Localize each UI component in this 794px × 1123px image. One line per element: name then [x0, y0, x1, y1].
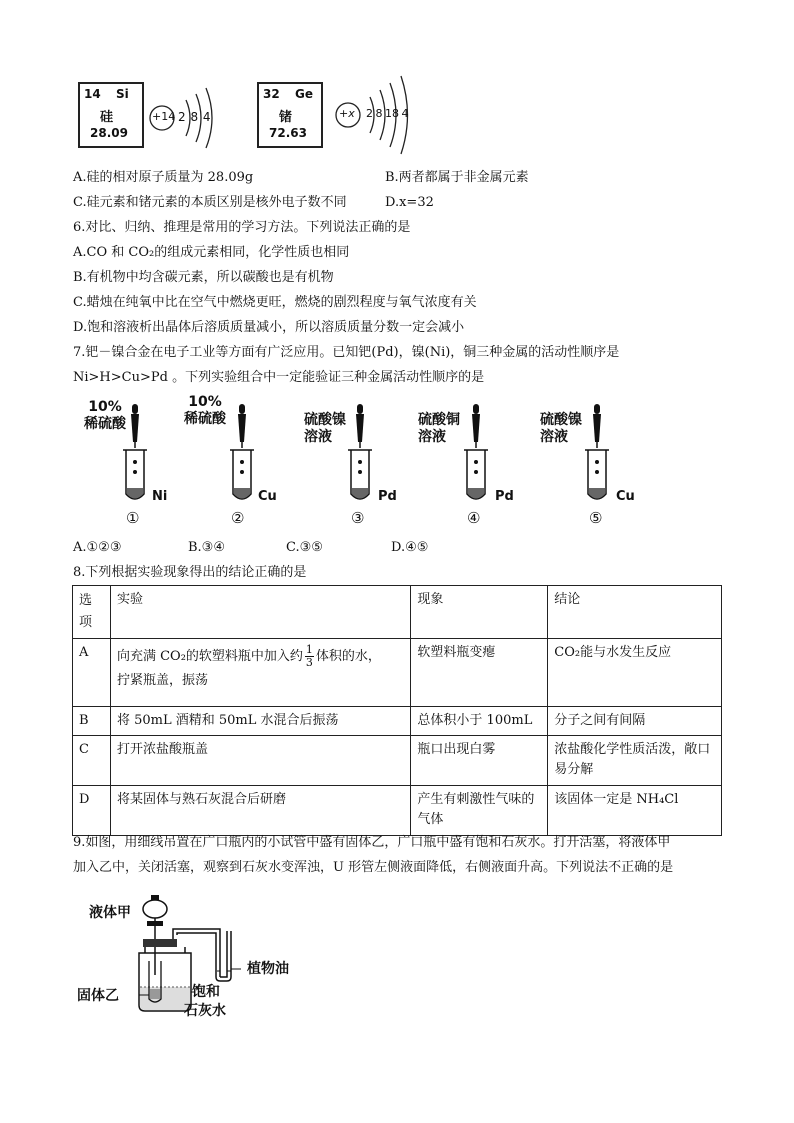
row-c-option: C	[73, 736, 111, 786]
row-a-exp-post: 体积的水，	[315, 649, 381, 664]
tube-2-dropper-and-tube	[222, 404, 262, 504]
ge-atomic-number: 32	[263, 87, 280, 101]
fraction-numerator: 1	[305, 643, 313, 656]
header-conclusion: 结论	[548, 586, 722, 639]
tube-1-metal: Ni	[152, 489, 168, 504]
tube-2-metal: Cu	[258, 489, 277, 504]
row-b-experiment: 将 50mL 酒精和 50mL 水混合后振荡	[110, 707, 410, 736]
ge-nucleus-charge: +x	[339, 107, 355, 120]
tube-4-label-line2: 溶液	[418, 429, 446, 445]
q6-option-d: D.饱和溶液析出晶体后溶质质量减小，所以溶质质量分数一定会减小	[73, 320, 465, 335]
table-row	[73, 736, 722, 786]
tube-1-label-line1: 10%	[88, 399, 122, 415]
table-row	[73, 707, 722, 736]
ge-name: 锗	[279, 110, 293, 125]
q5-option-c: C.硅元素和锗元素的本质区别是核外电子数不同	[73, 195, 347, 210]
header-experiment: 实验	[110, 586, 410, 639]
q8-stem: 8.下列根据实验现象得出的结论正确的是	[73, 565, 307, 580]
row-a-exp-line2: 拧紧瓶盖，振荡	[116, 673, 208, 688]
q8-table	[72, 585, 722, 836]
tube-5-metal: Cu	[616, 489, 635, 504]
one-third-fraction	[305, 644, 314, 669]
row-c-phenomenon: 瓶口出现白雾	[411, 736, 548, 786]
row-c-experiment: 打开浓盐酸瓶盖	[110, 736, 410, 786]
row-b-conclusion: 分子之间有间隔	[548, 707, 722, 736]
tube-1-label-line2: 稀硫酸	[84, 416, 126, 432]
tube-3-number: ③	[351, 509, 365, 527]
tube-1-dropper-and-tube	[115, 404, 155, 504]
liquid-a-label: 液体甲	[89, 905, 131, 921]
q7-stem-line1: 7.钯－镍合金在电子工业等方面有广泛应用。已知钯(Pd)，镍(Ni)，铜三种金属的活动性顺序是	[73, 345, 620, 360]
q9-stem-line2: 加入乙中，关闭活塞，观察到石灰水变浑浊，U 形管左侧液面降低，右侧液面升高。下列说法不正确的是	[73, 860, 674, 875]
q7-option-b: B.③④	[188, 540, 225, 555]
solid-b-label: 固体乙	[77, 988, 119, 1004]
row-b-phenomenon: 总体积小于 100mL	[411, 707, 548, 736]
tube-4-number: ④	[467, 509, 481, 527]
limewater-label: 石灰水	[184, 1003, 226, 1019]
tube-4-metal: Pd	[495, 489, 514, 504]
tube-5-label-line1: 硫酸镍	[540, 412, 582, 428]
tube-4-dropper-and-tube	[456, 404, 496, 504]
row-d-phenomenon: 产生有刺激性气味的气体	[411, 786, 548, 836]
q7-option-d: D.④⑤	[391, 540, 429, 555]
si-nucleus-charge: +14	[152, 110, 176, 123]
q6-option-c: C.蜡烛在纯氧中比在空气中燃烧更旺，燃烧的剧烈程度与氧气浓度有关	[73, 295, 477, 310]
table-row	[73, 786, 722, 836]
germanium-element-card	[257, 82, 323, 148]
q7-option-c: C.③⑤	[286, 540, 323, 555]
tube-4-label-line1: 硫酸铜	[418, 412, 460, 428]
row-d-experiment: 将某固体与熟石灰混合后研磨	[110, 786, 410, 836]
row-a-phenomenon: 软塑料瓶变瘪	[411, 639, 548, 707]
q6-option-b: B.有机物中均含碳元素，所以碳酸也是有机物	[73, 270, 334, 285]
si-mass: 28.09	[90, 126, 128, 140]
tube-2-label-line1: 10%	[188, 394, 222, 410]
table-header-row	[73, 586, 722, 639]
row-d-option: D	[73, 786, 111, 836]
q9-stem-line1: 9.如图，用细线吊置在广口瓶内的小试管中盛有固体乙，广口瓶中盛有饱和石灰水。打开活塞，将液体甲	[73, 835, 671, 850]
row-a-option: A	[73, 639, 111, 707]
silicon-element-card	[78, 82, 144, 148]
tube-5-label-line2: 溶液	[540, 429, 568, 445]
q6-stem: 6.对比、归纳、推理是常用的学习方法。下列说法正确的是	[73, 220, 411, 235]
ge-electron-shells: 2 8 18 4	[366, 107, 409, 120]
si-atomic-number: 14	[84, 87, 101, 101]
ge-symbol: Ge	[295, 87, 313, 101]
header-phenomenon: 现象	[411, 586, 548, 639]
si-symbol: Si	[116, 87, 129, 101]
row-a-conclusion: CO₂能与水发生反应	[548, 639, 722, 707]
si-name: 硅	[100, 110, 114, 125]
header-option: 选项	[73, 586, 111, 639]
tube-3-dropper-and-tube	[340, 404, 380, 504]
q7-option-a: A.①②③	[73, 540, 122, 555]
row-b-option: B	[73, 707, 111, 736]
table-row	[73, 639, 722, 707]
row-c-conclusion: 浓盐酸化学性质活泼，敞口易分解	[548, 736, 722, 786]
fraction-denominator: 3	[305, 656, 313, 669]
q5-option-b: B.两者都属于非金属元素	[385, 170, 529, 185]
saturated-label: 饱和	[192, 984, 220, 1000]
row-a-experiment	[110, 639, 410, 707]
q5-option-a: A.硅的相对原子质量为 28.09g	[73, 170, 254, 185]
tube-3-label-line1: 硫酸镍	[304, 412, 346, 428]
vegetable-oil-label: 植物油	[247, 961, 289, 977]
row-a-exp-pre: 向充满 CO₂的软塑料瓶中加入约	[116, 649, 303, 664]
q7-stem-line2: Ni>H>Cu>Pd 。下列实验组合中一定能验证三种金属活动性顺序的是	[73, 370, 485, 385]
tube-5-dropper-and-tube	[577, 404, 617, 504]
tube-2-label-line2: 稀硫酸	[184, 411, 226, 427]
q6-option-a: A.CO 和 CO₂的组成元素相同，化学性质也相同	[73, 245, 350, 260]
ge-mass: 72.63	[269, 126, 307, 140]
row-d-conclusion: 该固体一定是 NH₄Cl	[548, 786, 722, 836]
tube-1-number: ①	[126, 509, 140, 527]
q5-option-d: D.x=32	[385, 195, 434, 210]
tube-3-label-line2: 溶液	[304, 429, 332, 445]
tube-5-number: ⑤	[589, 509, 603, 527]
si-electron-shells: 2 8 4	[178, 110, 211, 124]
tube-2-number: ②	[231, 509, 245, 527]
tube-3-metal: Pd	[378, 489, 397, 504]
